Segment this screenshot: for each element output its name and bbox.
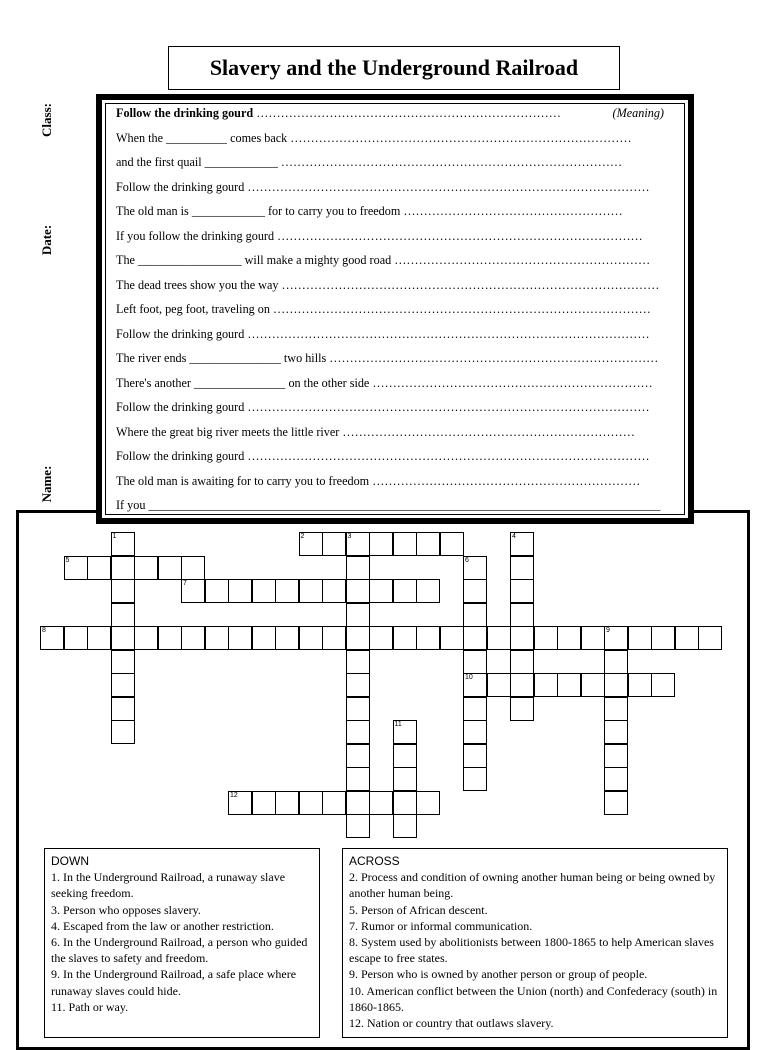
crossword-cell[interactable] (369, 579, 393, 603)
crossword-cell[interactable] (111, 626, 135, 650)
crossword-cell[interactable] (322, 791, 346, 815)
clue-number: 2 (300, 533, 305, 540)
across-clue: 12. Nation or country that outlaws slavery. (349, 1016, 554, 1031)
crossword-cell[interactable] (651, 673, 675, 697)
crossword-cell[interactable] (416, 579, 440, 603)
crossword-cell[interactable] (299, 532, 323, 556)
name-label: Name: (39, 465, 54, 503)
crossword-cell[interactable] (346, 603, 370, 627)
crossword-cell[interactable] (510, 603, 534, 627)
crossword-cell[interactable] (463, 744, 487, 768)
crossword-cell[interactable] (252, 626, 276, 650)
crossword-cell[interactable] (111, 650, 135, 674)
crossword-cell[interactable] (393, 532, 417, 556)
crossword-cell[interactable] (111, 532, 135, 556)
crossword-cell[interactable] (604, 626, 628, 650)
crossword-cell[interactable] (205, 579, 229, 603)
clue-number: 1 (112, 533, 117, 540)
crossword-cell[interactable] (346, 814, 370, 838)
down-clue: 4. Escaped from the law or another restriction. (51, 918, 274, 933)
crossword-cell[interactable] (181, 556, 205, 580)
crossword-cell[interactable] (252, 791, 276, 815)
lyric-line: Follow the drinking gourd ……………………………………………………………………………………… (116, 449, 650, 463)
crossword-cell[interactable] (205, 626, 229, 650)
crossword-cell[interactable] (393, 720, 417, 744)
crossword-cell[interactable] (604, 744, 628, 768)
crossword-cell[interactable] (698, 626, 722, 650)
lyric-line: If you ____________________________________________________________________________________ (116, 498, 661, 512)
crossword-cell[interactable] (299, 791, 323, 815)
crossword-cell[interactable] (393, 626, 417, 650)
crossword-cell[interactable] (393, 814, 417, 838)
crossword-cell[interactable] (510, 556, 534, 580)
clue-number: 6 (465, 556, 469, 564)
lyrics-header (116, 105, 664, 121)
across-clue: 9. Person who is owned by another person or group of people. (349, 967, 648, 982)
crossword-cell[interactable] (416, 532, 440, 556)
crossword-cell[interactable] (510, 532, 534, 556)
crossword-cell[interactable] (181, 626, 205, 650)
crossword-cell[interactable] (463, 673, 487, 697)
down-clue: 1. In the Underground Railroad, a runaway slave seeking freedom. (51, 870, 286, 901)
lyric-line: Left foot, peg foot, traveling on ………………………………………………………………………………… (116, 302, 651, 316)
crossword-cell[interactable] (463, 626, 487, 650)
down-clue: 6. In the Underground Railroad, a person who guided the slaves to safety and freedom. (51, 935, 308, 966)
crossword-cell[interactable] (111, 697, 135, 721)
crossword-cell[interactable] (487, 673, 511, 697)
crossword-cell[interactable] (228, 791, 252, 815)
lyric-line: and the first quail ____________ ………………………………………………………………………… (116, 155, 623, 169)
worksheet-title: Slavery and the Underground Railroad (168, 46, 620, 90)
crossword-cell[interactable] (463, 767, 487, 791)
crossword-cell[interactable] (275, 791, 299, 815)
across-clue: 2. Process and condition of owning another human being or being owned by another human being. (349, 870, 716, 901)
lyric-line: Follow the drinking gourd ……………………………………………………………………………………… (116, 326, 650, 341)
crossword-cell[interactable] (228, 626, 252, 650)
across-clue: 5. Person of African descent. (349, 902, 488, 917)
across-clue: 8. System used by abolitionists between 1800-1865 to help American slaves escape to free states. (349, 935, 714, 966)
crossword-cell[interactable] (463, 556, 487, 580)
crossword-cell[interactable] (534, 626, 558, 650)
crossword-cell[interactable] (557, 673, 581, 697)
crossword-cell[interactable] (299, 626, 323, 650)
crossword-cell[interactable] (134, 626, 158, 650)
crossword-cell[interactable] (64, 556, 88, 580)
lyric-line: The old man is ____________ for to carry you to freedom ……………………………………………… (116, 204, 623, 218)
crossword-cell[interactable] (463, 603, 487, 627)
clue-number: 7 (183, 580, 187, 587)
crossword-cell[interactable] (299, 579, 323, 603)
clue-number: 3 (347, 533, 352, 540)
crossword-cell[interactable] (393, 744, 417, 768)
crossword-cell[interactable] (111, 603, 135, 627)
crossword-cell[interactable] (369, 532, 393, 556)
crossword-cell[interactable] (416, 626, 440, 650)
crossword-cell[interactable] (487, 626, 511, 650)
crossword-cell[interactable] (510, 673, 534, 697)
lyric-line: Follow the drinking gourd ……………………………………………………………………………………… (116, 179, 650, 194)
crossword-cell[interactable] (581, 626, 605, 650)
crossword-cell[interactable] (346, 673, 370, 697)
crossword-cell[interactable] (393, 791, 417, 815)
crossword-cell[interactable] (346, 767, 370, 791)
clue-number: 12 (230, 791, 238, 799)
crossword-cell[interactable] (346, 532, 370, 556)
crossword-cell[interactable] (651, 626, 675, 650)
crossword-cell[interactable] (275, 626, 299, 650)
down-heading: DOWN (51, 854, 89, 868)
lyrics-header-dots: ………………………………………………………………… (253, 106, 561, 120)
clue-number: 5 (65, 556, 70, 564)
crossword-cell[interactable] (463, 579, 487, 603)
down-clue: 11. Path or way. (51, 999, 129, 1014)
crossword-cell[interactable] (604, 697, 628, 721)
crossword-cell[interactable] (463, 650, 487, 674)
across-clues-box (342, 848, 728, 1038)
lyrics-meaning-label: (Meaning) (612, 106, 664, 120)
crossword-cell[interactable] (111, 720, 135, 744)
crossword-cell[interactable] (322, 579, 346, 603)
lyric-line: The dead trees show you the way ………………………………………………………………………………… (116, 277, 660, 292)
crossword-cell[interactable] (628, 673, 652, 697)
crossword-cell[interactable] (346, 720, 370, 744)
crossword-cell[interactable] (322, 626, 346, 650)
crossword-cell[interactable] (111, 579, 135, 603)
crossword-cell[interactable] (346, 650, 370, 674)
crossword-cell[interactable] (228, 579, 252, 603)
crossword-cell[interactable] (604, 720, 628, 744)
crossword-cell[interactable] (604, 673, 628, 697)
crossword-cell[interactable] (534, 673, 558, 697)
crossword-cell[interactable] (40, 626, 64, 650)
crossword-cell[interactable] (346, 791, 370, 815)
lyric-line: Where the great big river meets the little river ……………………………………………………………… (116, 424, 635, 439)
crossword-cell[interactable] (510, 579, 534, 603)
crossword-cell[interactable] (393, 767, 417, 791)
crossword-cell[interactable] (604, 767, 628, 791)
crossword-cell[interactable] (87, 556, 111, 580)
crossword-cell[interactable] (275, 579, 299, 603)
crossword-cell[interactable] (557, 626, 581, 650)
crossword-cell[interactable] (369, 626, 393, 650)
down-clue: 9. In the Underground Railroad, a safe place where runaway slaves could hide. (51, 967, 297, 998)
crossword-cell[interactable] (510, 697, 534, 721)
crossword-cell[interactable] (463, 697, 487, 721)
clue-number: 10 (465, 674, 473, 681)
lyric-line: The old man is awaiting for to carry you to freedom ………………………………………………………… (116, 473, 641, 488)
crossword-cell[interactable] (346, 556, 370, 580)
clue-number: 4 (512, 533, 516, 540)
crossword-cell[interactable] (346, 579, 370, 603)
clue-number: 8 (42, 627, 46, 634)
crossword-cell[interactable] (111, 673, 135, 697)
class-label: Class: (39, 103, 54, 137)
crossword-cell[interactable] (463, 720, 487, 744)
crossword-cell[interactable] (252, 579, 276, 603)
crossword-cell[interactable] (346, 697, 370, 721)
down-clues-box (44, 848, 320, 1038)
crossword-cell[interactable] (158, 626, 182, 650)
lyric-line: The _________________ will make a mighty good road ……………………………………………………… (116, 253, 651, 267)
lyric-line: There's another _______________ on the other side …………………………………………………………… (116, 375, 653, 390)
crossword-cell[interactable] (64, 626, 88, 650)
clue-number: 11 (394, 721, 402, 728)
crossword-cell[interactable] (369, 791, 393, 815)
crossword-cell[interactable] (604, 650, 628, 674)
lyric-line: The river ends _______________ two hills ……………………………………………………………………… (116, 351, 659, 365)
lyric-line: When the __________ comes back ………………………………………………………………………… (116, 130, 632, 145)
crossword-cell[interactable] (346, 744, 370, 768)
crossword-cell[interactable] (87, 626, 111, 650)
crossword-cell[interactable] (510, 650, 534, 674)
crossword-cell[interactable] (393, 579, 417, 603)
crossword-cell[interactable] (134, 556, 158, 580)
lyrics-panel (96, 94, 694, 524)
crossword-cell[interactable] (628, 626, 652, 650)
clue-number: 9 (606, 627, 610, 634)
crossword-cell[interactable] (440, 532, 464, 556)
across-heading: ACROSS (349, 854, 400, 868)
crossword-cell[interactable] (604, 791, 628, 815)
lyric-line: If you follow the drinking gourd ……………………………………………………………………………… (116, 228, 643, 243)
crossword-cell[interactable] (111, 556, 135, 580)
crossword-cell[interactable] (181, 579, 205, 603)
across-clue: 7. Rumor or informal communication. (349, 918, 533, 933)
down-clue: 3. Person who opposes slavery. (51, 902, 201, 917)
crossword-cell[interactable] (158, 556, 182, 580)
crossword-cell[interactable] (675, 626, 699, 650)
crossword-cell[interactable] (510, 626, 534, 650)
date-label: Date: (39, 224, 54, 256)
crossword-cell[interactable] (322, 532, 346, 556)
crossword-cell[interactable] (581, 673, 605, 697)
crossword-cell[interactable] (440, 626, 464, 650)
crossword-cell[interactable] (416, 791, 440, 815)
lyrics-inner-border (105, 103, 685, 515)
lyric-line: Follow the drinking gourd ……………………………………………………………………………………… (116, 400, 650, 414)
across-clue: 10. American conflict between the Union (north) and Confederacy (south) in 1860-1865. (349, 983, 718, 1014)
lyrics-header-lead: Follow the drinking gourd (116, 106, 254, 120)
crossword-cell[interactable] (346, 626, 370, 650)
